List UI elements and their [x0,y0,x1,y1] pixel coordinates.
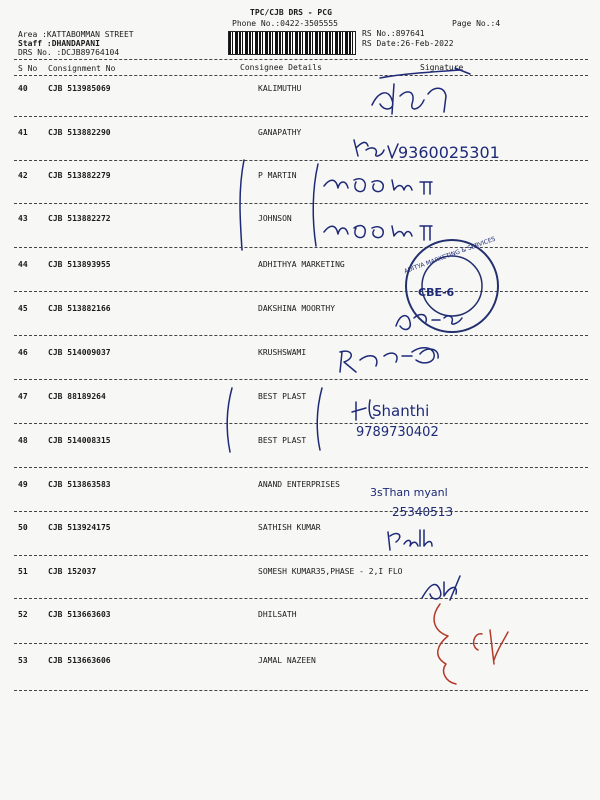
row-sno: 40 [18,84,28,93]
sheet-title: TPC/CJB DRS - PCG [250,8,332,17]
row-consignee: P MARTIN [258,171,297,180]
row-sno: 51 [18,567,28,576]
row-divider [14,690,588,691]
table-row [0,480,600,522]
table-row [0,214,600,256]
row-consignment-no: CJB 513924175 [48,523,111,532]
row-consignment-no: CJB 514009037 [48,348,111,357]
row-consignee: JOHNSON [258,214,292,223]
row-divider [14,160,588,161]
col-consignee-details: Consignee Details [240,63,322,72]
table-row [0,84,600,126]
row-sno: 50 [18,523,28,532]
table-row [0,171,600,213]
row-consignment-no: CJB 513893955 [48,260,111,269]
row-divider [14,291,588,292]
col-signature: Signature [420,63,464,72]
header-divider-top [14,59,588,60]
row-consignee: KALIMUTHU [258,84,302,93]
stamp-text: ADITYA MARKETING & SERVICES [403,235,497,276]
row-divider [14,116,588,117]
table-row [0,656,600,698]
best-plast-signature-name: Shanthi [372,402,430,420]
table-row [0,436,600,478]
page-number: Page No.:4 [452,19,501,28]
row-divider [14,247,588,248]
ganapathy-phone: 9360025301 [398,143,500,162]
row-divider [14,467,588,468]
barcode [228,31,356,55]
row-sno: 52 [18,610,28,619]
row-consignment-no: CJB 513882279 [48,171,111,180]
row-divider [14,598,588,599]
row-consignment-no: CJB 513863583 [48,480,111,489]
row-consignee: ANAND ENTERPRISES [258,480,340,489]
row-divider [14,511,588,512]
row-divider [14,379,588,380]
row-sno: 46 [18,348,28,357]
row-consignment-no: CJB 152037 [48,567,97,576]
table-row [0,348,600,390]
row-sno: 44 [18,260,28,269]
col-consignment-no: Consignment No [48,64,116,73]
row-divider [14,335,588,336]
row-consignee: BEST PLAST [258,392,307,401]
row-sno: 43 [18,214,28,223]
table-row [0,610,600,652]
header-divider-bottom [14,75,588,76]
col-sno: S No [18,64,38,73]
row-consignee: SOMESH KUMAR35,PHASE - 2,I FLO [258,567,403,576]
rs-date: RS Date:26-Feb-2022 [362,39,454,48]
row-divider [14,643,588,644]
area-label: Area :KATTABOMMAN STREET [18,30,134,39]
row-consignee: DAKSHINA MOORTHY [258,304,336,313]
row-consignee: BEST PLAST [258,436,307,445]
row-divider [14,203,588,204]
row-consignment-no: CJB 513882290 [48,128,111,137]
row-consignment-no: CJB 513663603 [48,610,111,619]
row-consignee: GANAPATHY [258,128,302,137]
row-sno: 42 [18,171,28,180]
row-consignee: SATHISH KUMAR [258,523,321,532]
row-consignment-no: CJB 513985069 [48,84,111,93]
row-consignee: JAMAL NAZEEN [258,656,316,665]
row-consignment-no: CJB 88189264 [48,392,106,401]
table-row [0,523,600,565]
row-sno: 47 [18,392,28,401]
table-row [0,567,600,609]
anand-number: 25340513 [392,505,454,519]
row-consignment-no: CJB 513882272 [48,214,111,223]
phone-number: Phone No.:0422-3505555 [232,19,338,28]
row-consignee: DHILSATH [258,610,297,619]
rs-number: RS No.:897641 [362,29,425,38]
row-divider [14,555,588,556]
row-consignee: ADHITHYA MARKETING [258,260,345,269]
row-sno: 49 [18,480,28,489]
anand-signature-name: 3sThan myanl [370,486,448,499]
table-row [0,304,600,346]
row-sno: 48 [18,436,28,445]
row-sno: 53 [18,656,28,665]
row-divider [14,423,588,424]
row-consignment-no: CJB 514008315 [48,436,111,445]
row-consignee: KRUSHSWAMI [258,348,307,357]
table-row [0,392,600,434]
table-row [0,128,600,170]
best-plast-phone: 9789730402 [356,425,439,440]
row-sno: 41 [18,128,28,137]
stamp-code: CBE-6 [418,286,455,299]
drs-number: DRS No. :DCJB89764104 [18,48,120,57]
staff-label: Staff :DHANDAPANI [18,39,100,48]
row-consignment-no: CJB 513663606 [48,656,111,665]
table-row [0,260,600,302]
row-sno: 45 [18,304,28,313]
row-consignment-no: CJB 513882166 [48,304,111,313]
